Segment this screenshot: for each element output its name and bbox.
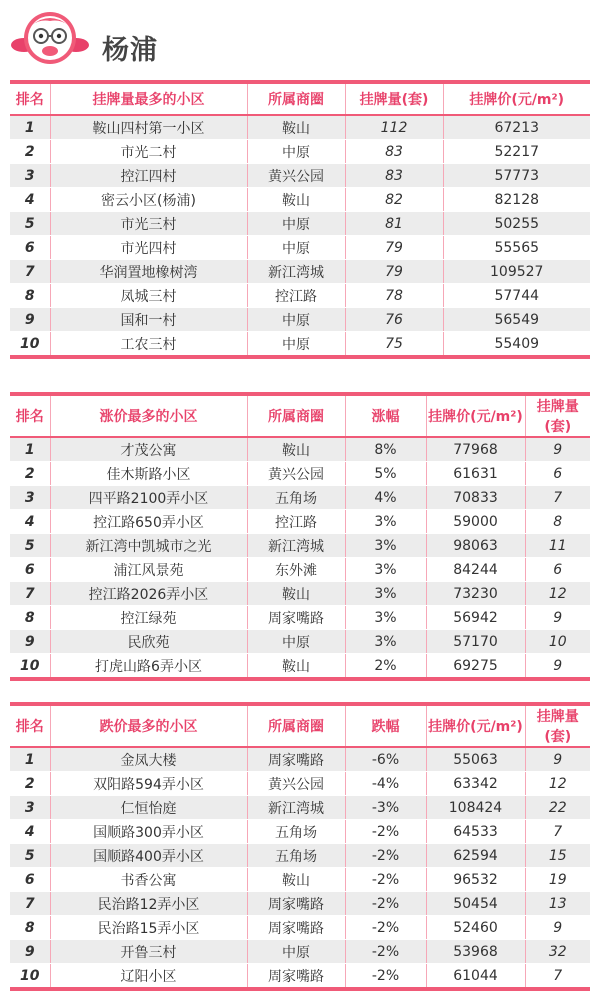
- rank-cell: 7: [10, 892, 50, 916]
- rank-cell: 3: [10, 164, 50, 188]
- table-cell: 79: [345, 236, 443, 260]
- table-cell: 11: [525, 534, 590, 558]
- table-row: [10, 940, 590, 964]
- column-header: 挂牌价(元/m²): [426, 704, 525, 747]
- table-cell: 市光二村: [50, 140, 247, 164]
- table-cell: 9: [525, 437, 590, 462]
- table-cell: 周家嘴路: [247, 606, 345, 630]
- table-row: [10, 332, 590, 358]
- table-cell: 12: [525, 582, 590, 606]
- column-header: 挂牌量(套): [345, 82, 443, 115]
- table-cell: 69275: [426, 654, 525, 680]
- table-cell: 中原: [247, 940, 345, 964]
- table-cell: 59000: [426, 510, 525, 534]
- table-cell: 书香公寓: [50, 868, 247, 892]
- table-cell: 4%: [345, 486, 426, 510]
- table-cell: 东外滩: [247, 558, 345, 582]
- table-cell: 78: [345, 284, 443, 308]
- table-cell: 周家嘴路: [247, 964, 345, 990]
- table-cell: 3%: [345, 534, 426, 558]
- table-cell: 13: [525, 892, 590, 916]
- table-cell: 50454: [426, 892, 525, 916]
- rank-cell: 2: [10, 462, 50, 486]
- table-row: [10, 606, 590, 630]
- table-cell: 周家嘴路: [247, 747, 345, 772]
- table-cell: 鞍山四村第一小区: [50, 115, 247, 140]
- column-header: 挂牌量(套): [536, 709, 579, 745]
- table-row: [10, 796, 590, 820]
- table-cell: 7: [525, 820, 590, 844]
- table-cell: 6: [525, 558, 590, 582]
- table-cell: 5%: [345, 462, 426, 486]
- column-header: 挂牌量最多的小区: [50, 82, 247, 115]
- table-cell: 控江路2026弄小区: [50, 582, 247, 606]
- rank-cell: 8: [10, 284, 50, 308]
- table-cell: -2%: [345, 892, 426, 916]
- rank-cell: 4: [10, 820, 50, 844]
- table-cell: 市光三村: [50, 212, 247, 236]
- rank-cell: 2: [10, 140, 50, 164]
- table-cell: -2%: [345, 868, 426, 892]
- rank-cell: 3: [10, 486, 50, 510]
- table-cell: 打虎山路6弄小区: [50, 654, 247, 680]
- table-cell: 55063: [426, 747, 525, 772]
- top-gainers-table: [10, 392, 590, 681]
- table-cell: 82128: [443, 188, 590, 212]
- table-row: [10, 486, 590, 510]
- table-cell: 中原: [247, 630, 345, 654]
- table-row: [10, 772, 590, 796]
- table-cell: 96532: [426, 868, 525, 892]
- column-header: 排名: [10, 704, 50, 747]
- table-header-row: [10, 704, 590, 747]
- page-title: 杨浦: [102, 35, 158, 66]
- column-header: 所属商圈: [247, 82, 345, 115]
- table-cell: 61044: [426, 964, 525, 990]
- table-cell: 周家嘴路: [247, 892, 345, 916]
- table-cell: 56549: [443, 308, 590, 332]
- table-cell: 57773: [443, 164, 590, 188]
- table-cell: -4%: [345, 772, 426, 796]
- table-cell: 7: [525, 964, 590, 990]
- table-cell: 3%: [345, 630, 426, 654]
- column-header: 挂牌量(套): [536, 399, 579, 435]
- most-listed-table: [10, 80, 590, 359]
- table-cell: 新江湾中凯城市之光: [50, 534, 247, 558]
- table-cell: 75: [345, 332, 443, 358]
- table-cell: 五角场: [247, 486, 345, 510]
- table-row: [10, 140, 590, 164]
- table-cell: 新江湾城: [247, 796, 345, 820]
- table-cell: 67213: [443, 115, 590, 140]
- table-cell: 2%: [345, 654, 426, 680]
- table-cell: 五角场: [247, 820, 345, 844]
- table-cell: 52460: [426, 916, 525, 940]
- rank-cell: 5: [10, 534, 50, 558]
- table-cell: -2%: [345, 964, 426, 990]
- table-cell: 10: [525, 630, 590, 654]
- table-cell: 市光四村: [50, 236, 247, 260]
- table-cell: 控江路650弄小区: [50, 510, 247, 534]
- table-cell: 辽阳小区: [50, 964, 247, 990]
- table-row: [10, 916, 590, 940]
- rank-cell: 6: [10, 236, 50, 260]
- table-cell: 黄兴公园: [247, 772, 345, 796]
- table-cell: 112: [345, 115, 443, 140]
- column-header: 排名: [10, 82, 50, 115]
- table-cell: 57744: [443, 284, 590, 308]
- table-row: [10, 437, 590, 462]
- rank-cell: 1: [10, 747, 50, 772]
- table-cell: -2%: [345, 940, 426, 964]
- table-cell: 浦江风景苑: [50, 558, 247, 582]
- table-row: [10, 964, 590, 990]
- table-cell: 84244: [426, 558, 525, 582]
- table-cell: 中原: [247, 332, 345, 358]
- table-cell: 黄兴公园: [247, 164, 345, 188]
- table-row: [10, 308, 590, 332]
- table-cell: 6: [525, 462, 590, 486]
- rank-cell: 3: [10, 796, 50, 820]
- table-cell: 新江湾城: [247, 534, 345, 558]
- table-cell: 五角场: [247, 844, 345, 868]
- table-cell: 64533: [426, 820, 525, 844]
- table-cell: 56942: [426, 606, 525, 630]
- table-cell: 华润置地橡树湾: [50, 260, 247, 284]
- table-cell: 仁恒怡庭: [50, 796, 247, 820]
- table-cell: 77968: [426, 437, 525, 462]
- rank-cell: 10: [10, 964, 50, 990]
- table-row: [10, 747, 590, 772]
- table-cell: -6%: [345, 747, 426, 772]
- table-cell: 73230: [426, 582, 525, 606]
- table-cell: 9: [525, 747, 590, 772]
- table-row: [10, 260, 590, 284]
- table-cell: 控江四村: [50, 164, 247, 188]
- table-cell: 70833: [426, 486, 525, 510]
- table-cell: 83: [345, 164, 443, 188]
- table-cell: 32: [525, 940, 590, 964]
- rank-cell: 2: [10, 772, 50, 796]
- column-header: 跌价最多的小区: [50, 704, 247, 747]
- table-cell: 7: [525, 486, 590, 510]
- table-cell: 98063: [426, 534, 525, 558]
- table-cell: 55409: [443, 332, 590, 358]
- rank-cell: 5: [10, 212, 50, 236]
- rank-cell: 9: [10, 308, 50, 332]
- rank-cell: 9: [10, 630, 50, 654]
- rank-cell: 7: [10, 260, 50, 284]
- table-row: [10, 236, 590, 260]
- table-cell: 控江绿苑: [50, 606, 247, 630]
- table-header-row: [10, 82, 590, 115]
- table-row: [10, 462, 590, 486]
- table-cell: 82: [345, 188, 443, 212]
- rank-cell: 8: [10, 916, 50, 940]
- table-cell: 密云小区(杨浦): [50, 188, 247, 212]
- rank-cell: 4: [10, 188, 50, 212]
- column-header: 跌幅: [345, 704, 426, 747]
- rank-cell: 6: [10, 558, 50, 582]
- table-cell: 佳木斯路小区: [50, 462, 247, 486]
- table-cell: 双阳路594弄小区: [50, 772, 247, 796]
- rank-cell: 9: [10, 940, 50, 964]
- table-cell: -2%: [345, 844, 426, 868]
- table-cell: 开鲁三村: [50, 940, 247, 964]
- table-cell: -2%: [345, 916, 426, 940]
- table-cell: 22: [525, 796, 590, 820]
- table-cell: 8: [525, 510, 590, 534]
- table-cell: 控江路: [247, 510, 345, 534]
- table-cell: 中原: [247, 236, 345, 260]
- column-header: 挂牌价(元/m²): [469, 92, 565, 108]
- table-cell: 民治路15弄小区: [50, 916, 247, 940]
- table-cell: 63342: [426, 772, 525, 796]
- table-cell: 109527: [443, 260, 590, 284]
- table-row: [10, 534, 590, 558]
- table-cell: 中原: [247, 140, 345, 164]
- table-cell: 83: [345, 140, 443, 164]
- table-row: [10, 164, 590, 188]
- table-cell: 鞍山: [247, 188, 345, 212]
- table-row: [10, 582, 590, 606]
- table-cell: 3%: [345, 558, 426, 582]
- table-cell: 鞍山: [247, 868, 345, 892]
- table-cell: 61631: [426, 462, 525, 486]
- table-cell: 50255: [443, 212, 590, 236]
- rank-cell: 6: [10, 868, 50, 892]
- table-row: [10, 868, 590, 892]
- table-cell: 9: [525, 916, 590, 940]
- table-cell: 57170: [426, 630, 525, 654]
- column-header: 所属商圈: [247, 704, 345, 747]
- table-row: [10, 844, 590, 868]
- table-cell: 四平路2100弄小区: [50, 486, 247, 510]
- column-header: 排名: [10, 394, 50, 437]
- table-cell: 12: [525, 772, 590, 796]
- table-cell: 鞍山: [247, 115, 345, 140]
- rank-cell: 8: [10, 606, 50, 630]
- table-cell: -3%: [345, 796, 426, 820]
- table-cell: 81: [345, 212, 443, 236]
- table-cell: 中原: [247, 212, 345, 236]
- table-cell: 鞍山: [247, 654, 345, 680]
- rank-cell: 10: [10, 332, 50, 358]
- table-row: [10, 820, 590, 844]
- table-cell: 55565: [443, 236, 590, 260]
- table-cell: 62594: [426, 844, 525, 868]
- table-cell: 国和一村: [50, 308, 247, 332]
- rank-cell: 10: [10, 654, 50, 680]
- column-header: 涨价最多的小区: [50, 394, 247, 437]
- cartoon-sheep-with-glasses-icon: [10, 5, 90, 71]
- column-header: 挂牌价(元/m²): [426, 394, 525, 437]
- table-cell: 才茂公寓: [50, 437, 247, 462]
- table-row: [10, 630, 590, 654]
- table-cell: 民欣苑: [50, 630, 247, 654]
- table-cell: 9: [525, 654, 590, 680]
- table-cell: 3%: [345, 606, 426, 630]
- page-header: [0, 0, 600, 78]
- rank-cell: 7: [10, 582, 50, 606]
- table-row: [10, 188, 590, 212]
- table-cell: 国顺路400弄小区: [50, 844, 247, 868]
- table-cell: 国顺路300弄小区: [50, 820, 247, 844]
- table-cell: 周家嘴路: [247, 916, 345, 940]
- table-cell: 鞍山: [247, 437, 345, 462]
- table-cell: 控江路: [247, 284, 345, 308]
- rank-cell: 5: [10, 844, 50, 868]
- table-row: [10, 892, 590, 916]
- table-row: [10, 115, 590, 140]
- table-cell: 新江湾城: [247, 260, 345, 284]
- rank-cell: 1: [10, 115, 50, 140]
- rank-cell: 4: [10, 510, 50, 534]
- top-decliners-table: [10, 702, 590, 991]
- table-cell: 中原: [247, 308, 345, 332]
- table-row: [10, 284, 590, 308]
- table-cell: 8%: [345, 437, 426, 462]
- table-cell: 鞍山: [247, 582, 345, 606]
- table-cell: 76: [345, 308, 443, 332]
- column-header: 所属商圈: [247, 394, 345, 437]
- table-cell: 79: [345, 260, 443, 284]
- table-cell: 3%: [345, 582, 426, 606]
- table-row: [10, 510, 590, 534]
- table-header-row: [10, 394, 590, 437]
- table-cell: 工农三村: [50, 332, 247, 358]
- table-cell: 15: [525, 844, 590, 868]
- table-cell: 9: [525, 606, 590, 630]
- table-cell: 52217: [443, 140, 590, 164]
- table-cell: 19: [525, 868, 590, 892]
- table-cell: 黄兴公园: [247, 462, 345, 486]
- table-cell: 民治路12弄小区: [50, 892, 247, 916]
- table-row: [10, 212, 590, 236]
- table-cell: 53968: [426, 940, 525, 964]
- table-cell: 凤城三村: [50, 284, 247, 308]
- table-cell: 3%: [345, 510, 426, 534]
- table-cell: 金凤大楼: [50, 747, 247, 772]
- table-cell: -2%: [345, 820, 426, 844]
- column-header: 涨幅: [345, 394, 426, 437]
- table-row: [10, 558, 590, 582]
- table-row: [10, 654, 590, 680]
- rank-cell: 1: [10, 437, 50, 462]
- table-cell: 108424: [426, 796, 525, 820]
